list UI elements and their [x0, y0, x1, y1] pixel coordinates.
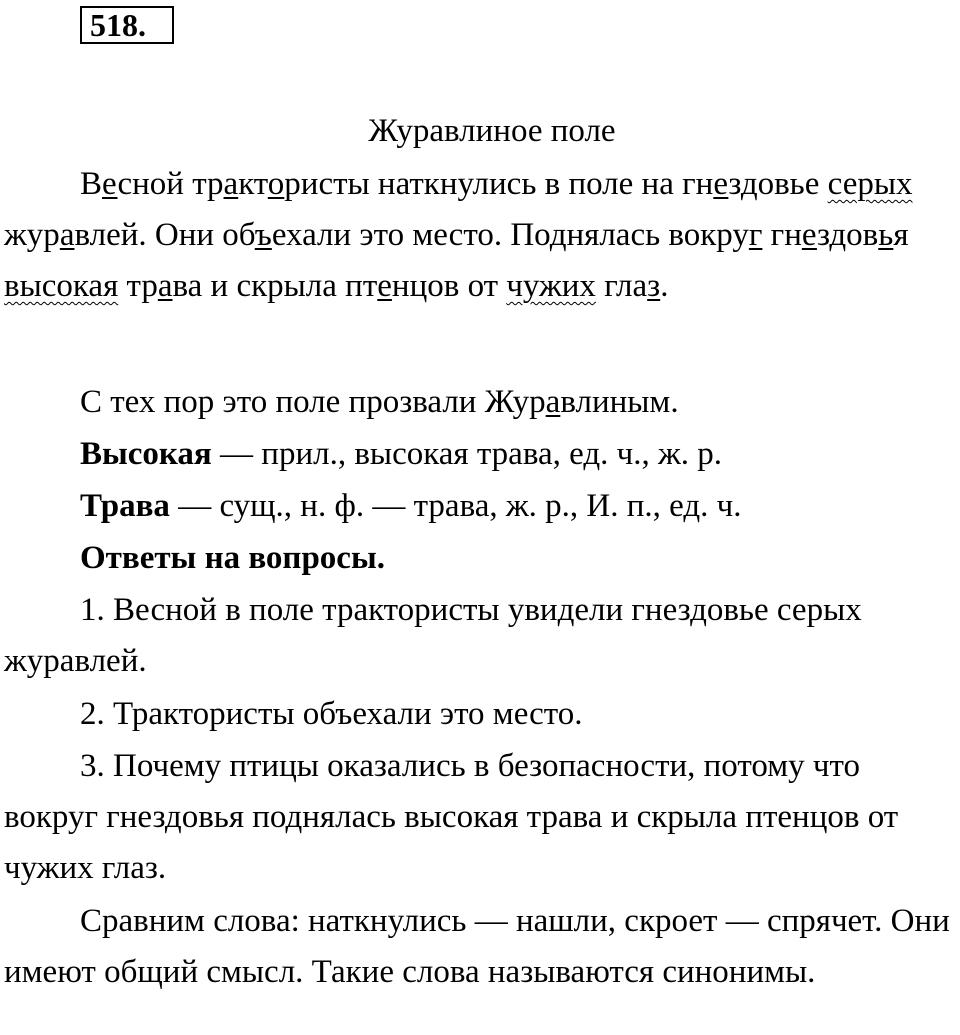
underlined-letter: а — [223, 166, 239, 202]
closing-sentence: С тех пор это поле прозвали Журавлиным. — [80, 384, 679, 420]
underlined-letter: е — [377, 268, 392, 304]
exercise-number-box — [80, 6, 174, 44]
answer-1: 1. Весной в поле трактористы увидели гнездовье серых журавлей. — [4, 592, 862, 679]
underlined-letter: а — [157, 268, 173, 304]
exercise-number: 518 — [90, 7, 138, 43]
underlined-letter: ъ — [254, 217, 272, 253]
word-parse-noun: Трава — сущ., н. ф. — трава, ж. р., И. п., ед. ч. — [80, 488, 742, 524]
underlined-letter: а — [59, 217, 75, 253]
parsed-word: Трава — [80, 488, 170, 524]
underlined-letter: е — [713, 166, 729, 202]
underlined-letter: з — [647, 268, 661, 304]
exercise-number-dot: . — [138, 7, 146, 43]
wavy-underlined-word: высокая — [4, 268, 119, 304]
word-parse-adjective: Высокая — прил., высокая трава, ед. ч., ж. р. — [80, 436, 723, 472]
answer-2: 2. Трактористы объехали это место. — [80, 696, 583, 732]
underlined-letter: о — [267, 166, 285, 202]
underlined-letter: е — [102, 166, 118, 202]
wavy-underlined-word: чужих — [506, 268, 596, 304]
underlined-letter: ь — [878, 217, 894, 253]
answers-heading: Ответы на вопросы. — [80, 540, 385, 576]
underlined-letter: г — [748, 217, 763, 253]
underlined-letter: а — [545, 384, 561, 420]
answer-3: 3. Почему птицы оказались в безопасности, потому что вокруг гнездовья поднялась высокая трава и скрыла птенцов от чужих глаз. — [4, 748, 899, 886]
parsed-word: Высокая — [80, 436, 212, 472]
text-title: Журавлиное поле — [368, 113, 616, 149]
wavy-underlined-word: серых — [827, 166, 913, 202]
synonyms-paragraph: Сравним слова: наткнулись — нашли, скроет — спрячет. Они имеют общий смысл. Такие слова называются синонимы. — [4, 903, 950, 990]
main-text-paragraph: Весной трактористы наткнулись в поле на гнездовье серых журавлей. Они объехали это место. Поднялась вокруг гнездовья высокая трава и скрыла птенцов от чужих глаз. — [4, 166, 913, 304]
underlined-letter: е — [801, 217, 817, 253]
